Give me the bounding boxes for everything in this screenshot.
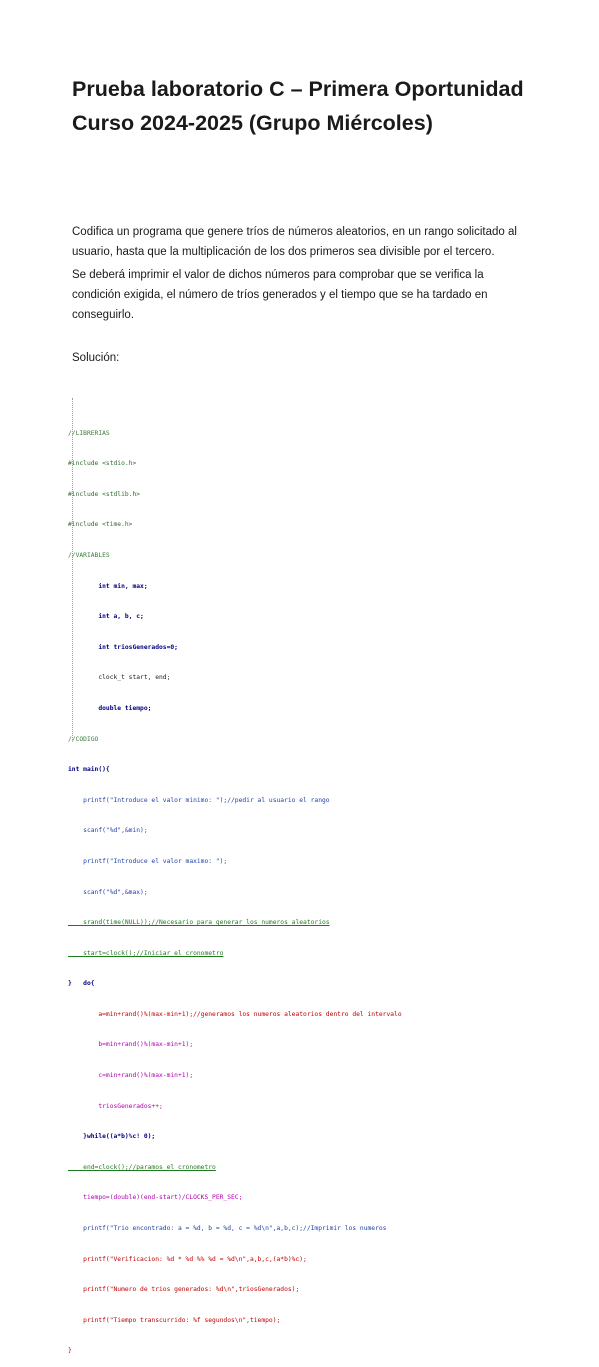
problem-statement-paragraph: Codifica un programa que genere tríos de números aleatorios, en un rango solicitado al usuario, hasta que la multiplicación de los dos primeros sea divisible por el tercero.	[72, 226, 517, 258]
code-line: //CODIGO	[68, 735, 99, 743]
code-line: //VARIABLES	[68, 551, 110, 559]
code-line: int main(){	[68, 766, 110, 774]
code-gutter-guide	[72, 398, 74, 740]
page-title: Prueba laboratorio C – Primera Oportunidad Curso 2024-2025 (Grupo Miércoles)	[72, 77, 524, 135]
code-line: triosGenerados++;	[68, 1102, 163, 1110]
code-line: printf("Trio encontrado: a = %d, b = %d, c = %d\n",a,b,c);//Imprimir los numeros	[68, 1225, 387, 1233]
code-line: a=min+rand()%(max-min+1);//generamos los numeros aleatorios dentro del intervalo	[68, 1010, 402, 1018]
code-line: printf("Numero de trios generados: %d\n",triosGenerados);	[68, 1286, 300, 1294]
code-line: srand(time(NULL));//Necesario para generar los numeros aleatorios	[68, 919, 330, 927]
code-line: printf("Introduce el valor minimo: ");//pedir al usuario el rango	[68, 796, 330, 804]
code-line: scanf("%d",&max);	[68, 888, 148, 896]
code-line: }while((a*b)%c! 0);	[68, 1133, 156, 1141]
code-line: #include <stdlib.h>	[68, 490, 141, 498]
code-line: c=min+rand()%(max-min+1);	[68, 1072, 194, 1080]
code-line: printf("Verificacion: %d * %d %% %d = %d\n",a,b,c,(a*b)%c);	[68, 1255, 307, 1263]
code-screenshot	[68, 398, 538, 1355]
requirements-paragraph: Se deberá imprimir el valor de dichos números para comprobar que se verifica la condición exigida, el número de tríos generados y el tiempo que se ha tardado en conseguirlo.	[72, 269, 488, 321]
code-line: tiempo=(double)(end-start)/CLOCKS_PER_SEC;	[68, 1194, 243, 1202]
code-line: int triosGenerados=0;	[68, 643, 178, 651]
code-line: }	[68, 1347, 72, 1355]
solution-label: Solución:	[72, 352, 120, 364]
code-line: clock_t start, end;	[68, 674, 171, 682]
code-line: printf("Introduce el valor maximo: ");	[68, 857, 228, 865]
code-line: } do{	[68, 980, 95, 988]
code-line: #include <stdio.h>	[68, 460, 137, 468]
code-line: int min, max;	[68, 582, 148, 590]
code-line: printf("Tiempo transcurrido: %f segundos\n",tiempo);	[68, 1316, 281, 1324]
code-line: start=clock();//Iniciar el cronometro	[68, 949, 224, 957]
code-line: b=min+rand()%(max-min+1);	[68, 1041, 194, 1049]
code-line: end=clock();//paramos el cronometro	[68, 1163, 216, 1171]
code-line: int a, b, c;	[68, 613, 144, 621]
code-line: scanf("%d",&min);	[68, 827, 148, 835]
code-line: //LIBRERIAS	[68, 429, 110, 437]
code-line: #include <time.h>	[68, 521, 133, 529]
code-line: double tiempo;	[68, 704, 152, 712]
